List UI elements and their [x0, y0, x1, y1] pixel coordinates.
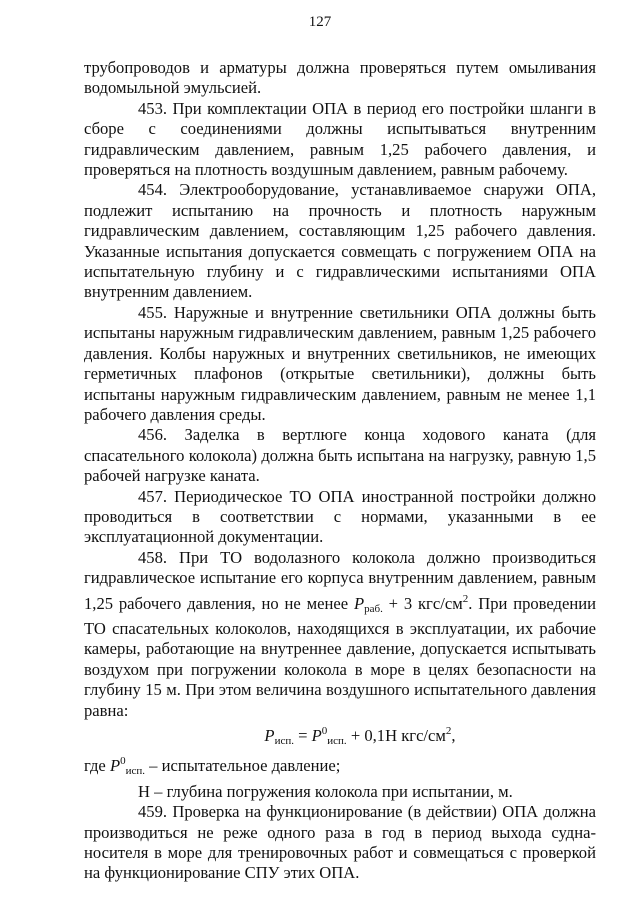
where-sub: исп. [125, 765, 145, 778]
where-text: – испытательное давление; [144, 756, 341, 776]
formula-lhs-sub: исп. [274, 735, 294, 747]
p458-text-3: . При проведении ТО спасательных колоколов, находящихся в эксплуатации, их рабочие камеры, работающие на внутреннее давление, допускается испытывать воздухом при погружении колокола в море в целях безопасности на глубину 15 м. При этом величина воздушного испытательного давления равна: [84, 593, 597, 720]
where-definition [84, 751, 596, 781]
formula-end: , [451, 726, 456, 745]
paragraph-454: 454. Электрооборудование, устанавливаемое снаружи ОПА, подлежит испытанию на прочность и плотность наружным гидравлическим давлением, составляющим 1,25 рабочего давления. Указанные испытания допускается совмещать с погружением ОПА на испытательную глубину и с гидравлическими испытаниями ОПА внутренним давлением. [84, 180, 596, 302]
formula-tail-sup: 2 [445, 725, 452, 737]
p458-sup-2: 2 [462, 592, 469, 605]
p458-sub-rab: раб. [364, 602, 383, 615]
p458-var-p: P [353, 593, 365, 613]
where-sup: 0 [120, 755, 126, 768]
formula-eq: = [293, 726, 312, 745]
pressure-formula [84, 721, 596, 751]
formula-rhs: P [311, 726, 322, 745]
paragraph-458 [84, 548, 596, 721]
paragraph-453: 453. При комплектации ОПА в период его постройки шланги в сборе с соединениями должны испытываться внутренним гидравлическим давлением, равным 1,25 рабочего давления, и проверяться на плотность воздушным давлением, равным рабочему. [84, 98, 596, 180]
formula-rhs-sup: 0 [321, 725, 328, 737]
paragraph-continuation: трубопроводов и арматуры должна проверяться путем омыливания водомыльной эмульсией. [84, 58, 596, 98]
paragraph-457: 457. Периодическое ТО ОПА иностранной постройки должно проводиться в соответствии с нормами, указанными в ее эксплуатационной документации. [84, 486, 596, 547]
p458-text-2: + 3 кгс/см [382, 593, 463, 613]
where-var: P [109, 756, 121, 776]
formula-tail: + 0,1H кгс/см [346, 726, 446, 745]
page-number: 127 [308, 14, 332, 30]
document-body [84, 58, 596, 884]
paragraph-456: 456. Заделка в вертлюге конца ходового каната (для спасательного колокола) должна быть испытана на нагрузку, равную 1,5 рабочей нагрузке каната. [84, 425, 596, 486]
formula-rhs-sub: исп. [327, 735, 347, 747]
p458-text-1: 458. При ТО водолазного колокола должно производиться гидравлическое испытание его корпуса внутренним давлением, равным 1,25 рабочего давления, но не менее [84, 547, 596, 613]
h-definition: Н – глубина погружения колокола при испытании, м. [138, 781, 513, 801]
paragraph-455: 455. Наружные и внутренние светильники ОПА должны быть испытаны наружным гидравлическим давлением, равным 1,25 рабочего давления. Колбы наружных и внутренних светильников, не имеющих герметичных плафонов (открытые светильники), должны быть испытаны наружным гидравлическим давлением, равным не менее 1,1 рабочего давления среды. [84, 302, 596, 424]
where-lead: где [84, 756, 110, 776]
paragraph-459: 459. Проверка на функционирование (в действии) ОПА должна производиться не реже одного раза в год в период выхода судна-носителя в море для тренировочных работ и совмещаться с проверкой на функционирование СПУ этих ОПА. [84, 802, 596, 883]
formula-lhs: P [264, 726, 275, 745]
